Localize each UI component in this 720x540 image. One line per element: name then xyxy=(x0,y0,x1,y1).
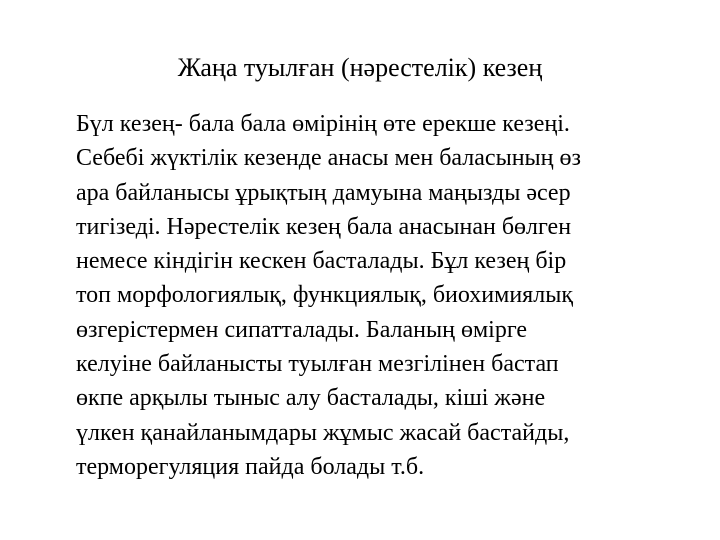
body-line: өзгерістермен сипатталады. Баланың өмірге xyxy=(76,316,528,343)
body-line: немесе кіндігін кескен басталады. Бұл кезең бір xyxy=(76,248,567,275)
body-line: терморегуляция пайда болады т.б. xyxy=(76,453,425,480)
body-line: келуіне байланысты туылған мезгілінен бастап xyxy=(76,351,559,378)
body-line: Себебі жүктілік кезенде анасы мен баласының өз xyxy=(76,145,581,172)
slide-body-text xyxy=(76,107,676,484)
body-line: үлкен қанайланымдары жұмыс жасай бастайды, xyxy=(76,419,570,446)
body-line: ара байланысы ұрықтың дамуына маңызды әсер xyxy=(76,179,571,206)
body-line: Бүл кезең- бала бала өмірінің өте ерекше кезеңі. xyxy=(76,111,570,137)
body-line: топ морфологиялық, функциялық, биохимиялық xyxy=(76,282,573,309)
slide-title: Жаңа туылған (нәрестелік) кезең xyxy=(177,53,543,82)
body-line: тигізеді. Нәрестелік кезең бала анасынан бөлген xyxy=(76,213,572,240)
body-line: өкпе арқылы тыныс алу басталады, кіші және xyxy=(76,385,546,412)
